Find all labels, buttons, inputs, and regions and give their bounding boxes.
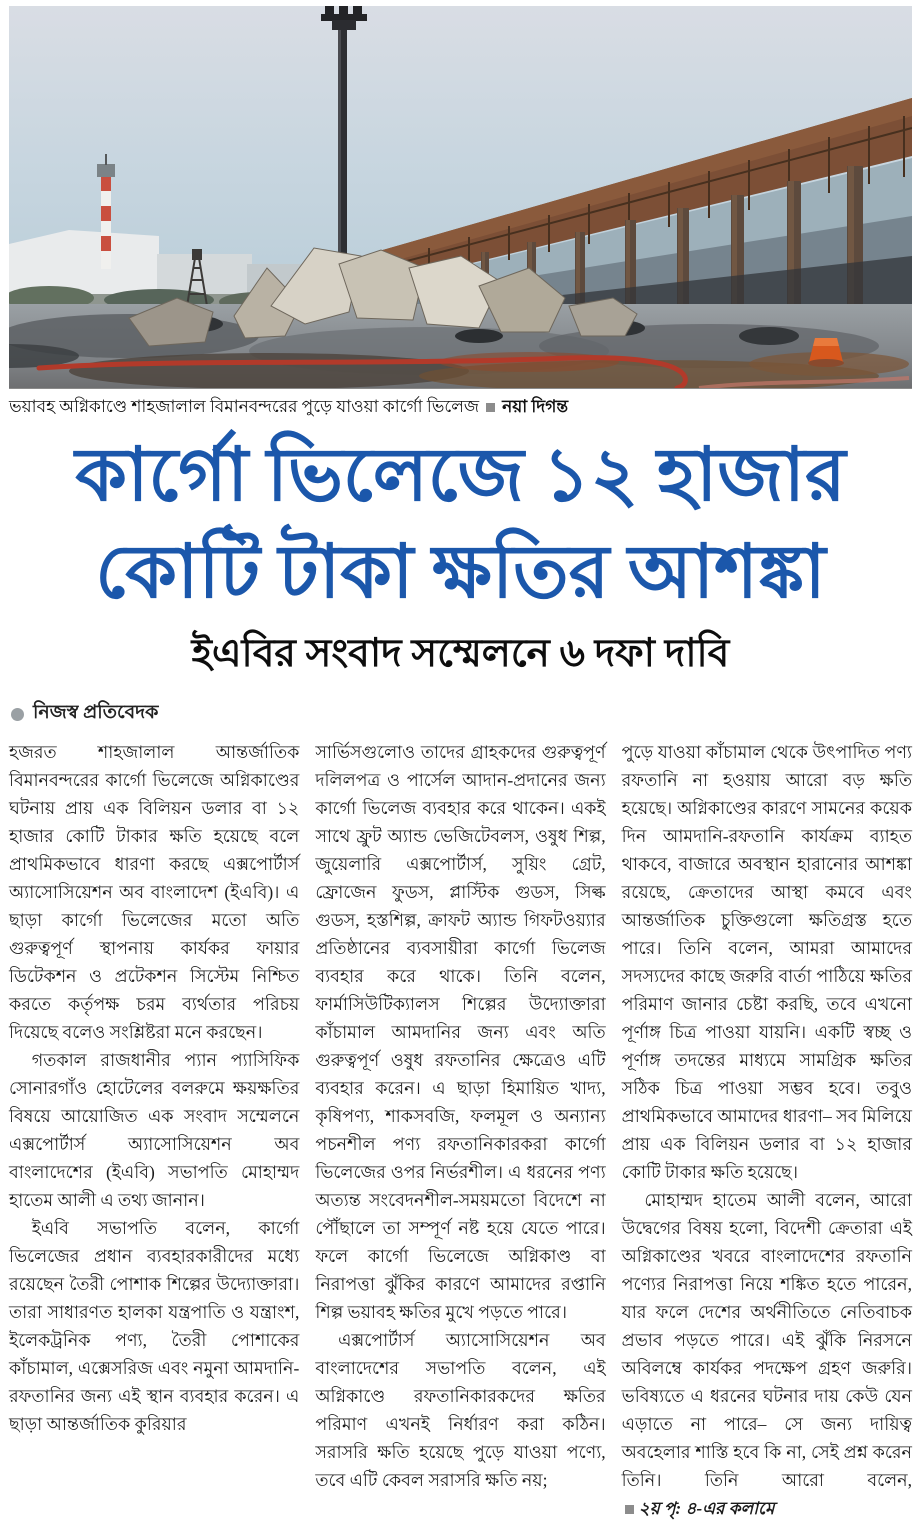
jump-note: ২য় পৃ: ৪-এর কলামে [638, 1499, 775, 1518]
byline-bullet-icon [11, 708, 24, 721]
column-1 [9, 738, 299, 1523]
paragraph: গতকাল রাজধানীর প্যান প্যাসিফিক সোনারগাঁও হোটেলের বলরুমে ক্ষয়ক্ষতির বিষয়ে আয়োজিত এক সংবাদ সম্মেলনে এক্সপোর্টার্স অ্যাসোসিয়েশন অব বাংলাদেশের (ইএবি) সভাপতি মোহাম্মদ হাতেম আলী এ তথ্য জানান। [9, 1050, 300, 1210]
main-headline [9, 428, 912, 622]
square-bullet-icon [486, 403, 495, 412]
paragraph [622, 1186, 912, 1523]
square-bullet-icon [625, 1505, 634, 1514]
paragraph: ইএবি সভাপতি বলেন, কার্গো ভিলেজের প্রধান ব্যবহারকারীদের মধ্যে রয়েছেন তৈরী পোশাক শিল্পের উদ্যোক্তারা। তারা সাধারণত হালকা যন্ত্রপাতি ও যন্ত্রাংশ, ইলেকট্রনিক পণ্য, তৈরী পোশাকের কাঁচামাল, এক্সেসরিজ এবং নমুনা আমদানি-রফতানির জন্য এই স্থান ব্যবহার করেন। এ ছাড়া আন্তর্জাতিক কুরিয়ার [9, 1218, 300, 1434]
byline-text: নিজস্ব প্রতিবেদক [33, 702, 159, 723]
article-photo [9, 6, 912, 389]
sub-headline: ইএবির সংবাদ সম্মেলনে ৬ দফা দাবি [191, 632, 730, 675]
column-2 [315, 738, 605, 1523]
photo-caption [9, 396, 912, 418]
headline-line-1: কার্গো ভিলেজে ১২ হাজার [75, 435, 846, 517]
photo-credit: নয়া দিগন্ত [502, 397, 569, 416]
article-body [9, 738, 912, 1523]
paragraph: সার্ভিসগুলোও তাদের গ্রাহকদের গুরুত্বপূর্ণ দলিলপত্র ও পার্সেল আদান-প্রদানের জন্য কার্গো ভিলেজ ব্যবহার করে থাকেন। একই সাথে ফ্রুট অ্যান্ড ভেজিটেবলস, ওষুধ শিল্প, জুয়েলারি এক্সপোর্টার্স, সুয়িং গ্রেট, ফ্রোজেন ফুডস, প্লাস্টিক গুডস, সিল্ক গুডস, হস্তশিল্প, ক্রাফট অ্যান্ড গিফটওয়্যার প্রতিষ্ঠানের ব্যবসায়ীরা কার্গো ভিলেজ ব্যবহার করে থাকে। তিনি বলেন, ফার্মাসিউটিক্যালস শিল্পের উদ্যোক্তারা কাঁচামাল আমদানির জন্য এবং অতি গুরুত্বপূর্ণ ওষুধ রফতানির ক্ষেত্রেও এটি ব্যবহার করেন। এ ছাড়া হিমায়িত খাদ্য, কৃষিপণ্য, শাকসবজি, ফলমূল ও অন্যান্য পচনশীল পণ্য রফতানিকারকরা কার্গো ভিলেজের ওপর নির্ভরশীল। এ ধরনের পণ্য অত্যন্ত সংবেদনশীল-সময়মতো বিদেশে না পৌঁছালে তা সম্পূর্ণ নষ্ট হয়ে যেতে পারে। ফলে কার্গো ভিলেজে অগ্নিকাণ্ড বা নিরাপত্তা ঝুঁকির কারণে আমাদের রপ্তানি শিল্প ভয়াবহ ক্ষতির মুখে পড়তে পারে। [315, 742, 606, 1322]
paragraph: পুড়ে যাওয়া কাঁচামাল থেকে উৎপাদিত পণ্য রফতানি না হওয়ায় আরো বড় ক্ষতি হয়েছে। অগ্নিকাণ্ডের কারণে সামনের কয়েক দিন আমদানি-রফতানি কার্যক্রম ব্যাহত থাকবে, বাজারে অবস্থান হারানোর আশঙ্কা রয়েছে, ক্রেতাদের আস্থা কমবে এবং আন্তর্জাতিক চুক্তিগুলো ক্ষতিগ্রস্ত হতে পারে। তিনি বলেন, আমরা আমাদের সদস্যদের কাছে জরুরি বার্তা পাঠিয়ে ক্ষতির পরিমাণ জানার চেষ্টা করছি, তবে এখনো পূর্ণাঙ্গ চিত্র পাওয়া যায়নি। একটি স্বচ্ছ ও পূর্ণাঙ্গ তদন্তের মাধ্যমে সামগ্রিক ক্ষতির সঠিক চিত্র পাওয়া সম্ভব হবে। তবুও প্রাথমিকভাবে আমাদের ধারণা– সব মিলিয়ে প্রায় এক বিলিয়ন ডলার বা ১২ হাজার কোটি টাকার ক্ষতি হয়েছে। [621, 742, 912, 1182]
burned-cargo-village-illustration [9, 6, 912, 388]
jump-line [622, 1498, 775, 1518]
headline-line-2: কোটি টাকা ক্ষতির আশঙ্কা [95, 532, 826, 614]
photo-caption-text: ভয়াবহ অগ্নিকাণ্ডে শাহজালাল বিমানবন্দরের পুড়ে যাওয়া কার্গো ভিলেজ [9, 397, 480, 416]
paragraph: এক্সপোর্টার্স অ্যাসোসিয়েশন অব বাংলাদেশের সভাপতি বলেন, এই অগ্নিকাণ্ডে রফতানিকারকদের ক্ষতির পরিমাণ এখনই নির্ধারণ করা কঠিন। সরাসরি ক্ষতি হয়েছে পুড়ে যাওয়া পণ্যে, তবে এটি কেবল সরাসরি ক্ষতি নয়; [315, 1330, 606, 1490]
column-3 [622, 738, 912, 1523]
paragraph-text: মোহাম্মদ হাতেম আলী বলেন, আরো উদ্বেগের বিষয় হলো, বিদেশী ক্রেতারা এই অগ্নিকাণ্ডের খবরে বাংলাদেশের রফতানি পণ্যের নিরাপত্তা নিয়ে শঙ্কিত হতে পারেন, যার ফলে দেশের অর্থনীতিতে নেতিবাচক প্রভাব পড়তে পারে। এই ঝুঁকি নিরসনে অবিলম্বে কার্যকর পদক্ষেপ গ্রহণ জরুরি। ভবিষ্যতে এ ধরনের ঘটনার দায় কেউ যেন এড়াতে না পারে– সে জন্য দায়িত্ব অবহেলার শাস্তি হবে কি না, সেই প্রশ্ন করেন তিনি। তিনি আরো বলেন, [621, 1190, 912, 1490]
paragraph: হজরত শাহজালাল আন্তর্জাতিক বিমানবন্দরের কার্গো ভিলেজে অগ্নিকাণ্ডের ঘটনায় প্রায় এক বিলিয়ন ডলার বা ১২ হাজার কোটি টাকার ক্ষতি হয়েছে বলে প্রাথমিকভাবে ধারণা করছে এক্সপোর্টার্স অ্যাসোসিয়েশন অব বাংলাদেশ (ইএবি)। এ ছাড়া কার্গো ভিলেজের মতো অতি গুরুত্বপূর্ণ স্থাপনায় কার্যকর ফায়ার ডিটেকশন ও প্রটেকশন সিস্টেম নিশ্চিত করতে কর্তৃপক্ষ চরম ব্যর্থতার পরিচয় দিয়েছে বলেও সংশ্লিষ্টরা মনে করছেন। [9, 742, 300, 1042]
byline [11, 698, 912, 730]
